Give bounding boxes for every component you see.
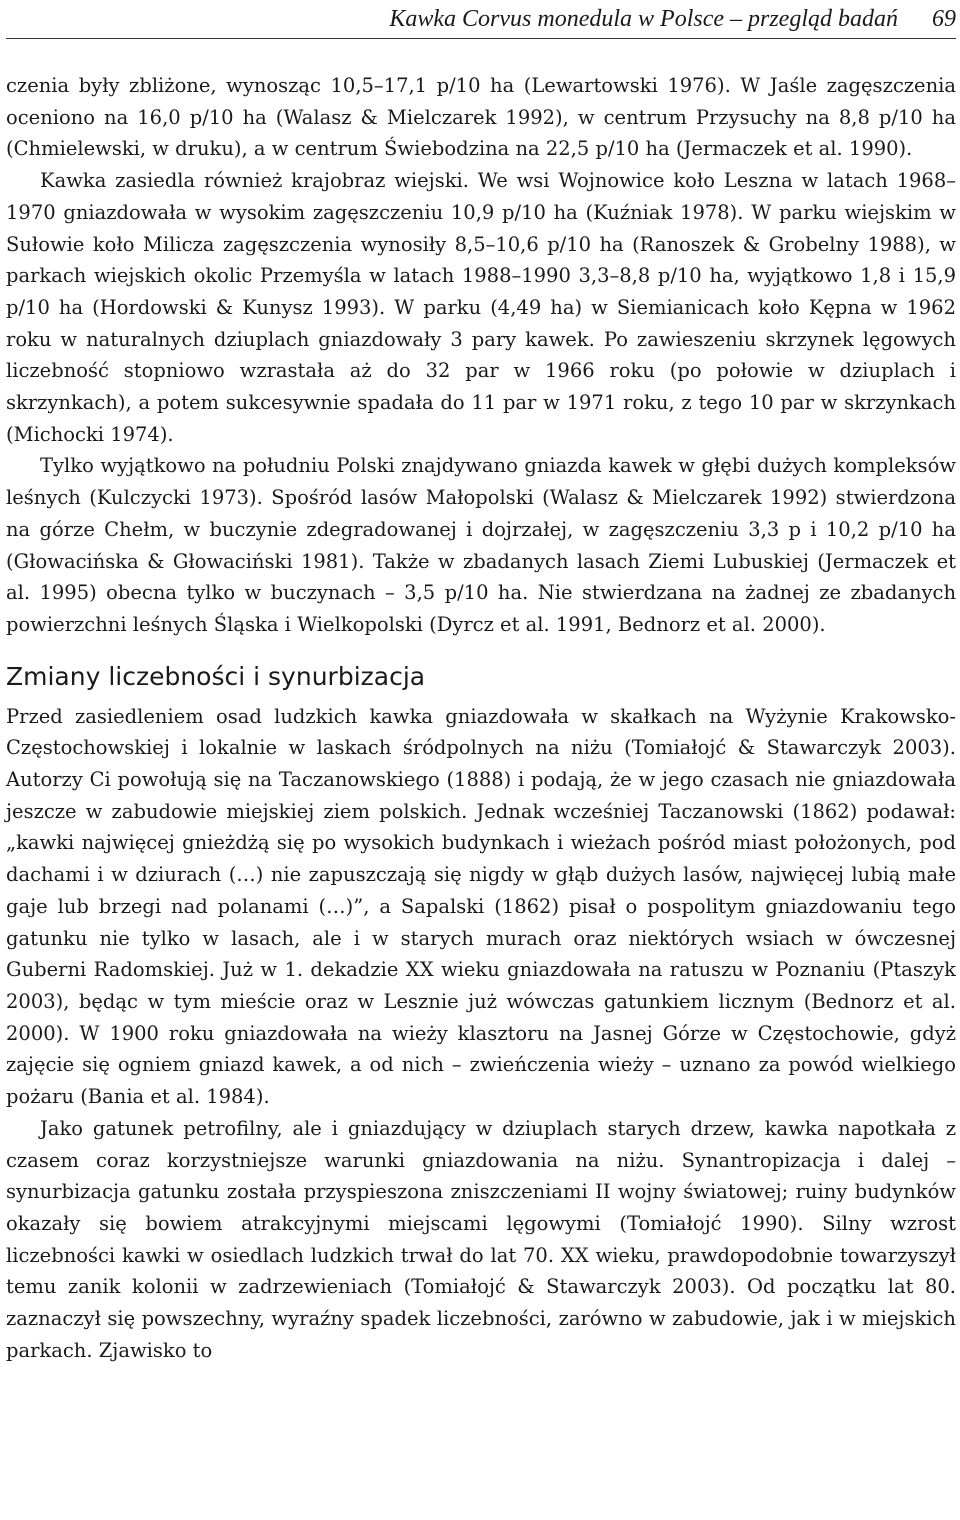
running-head: [6, 4, 956, 34]
section-heading: Zmiany liczebności i synurbizacja: [6, 661, 426, 691]
running-title: Kawka Corvus monedula w Polsce – przegląd badań: [389, 6, 898, 32]
paragraph-forest-complexes: Tylko wyjątkowo na południu Polski znajdywano gniazda kawek w głębi dużych kompleksów leśnych (Kulczycki 1973). Spośród lasów Małopolski (Walasz & Mielczarek 1992) stwierdzona na górze Chełm, w buczynie zdegradowanej i dojrzałej, w zagęszczeniu 3,3 p i 10,2 p/10 ha (Głowacińska & Głowaciński 1981). Także w zbadanych lasach Ziemi Lubuskiej (Jermaczek et al. 1995) obecna tylko w buczynach – 3,5 p/10 ha. Nie stwierdzana na żadnej ze zbadanych powierzchni leśnych Śląska i Wielkopolski (Dyrcz et al. 1991, Bednorz et al. 2000).: [6, 454, 956, 636]
paragraph-petrophilous-species: Jako gatunek petrofilny, ale i gniazdujący w dziuplach starych drzew, kawka napotkała z czasem coraz korzystniejsze warunki gniazdowania na niżu. Synantropizacja i dalej – synurbizacja gatunku została przyspieszona zniszczeniami II wojny światowej; ruiny budynków okazały się bowiem atrakcyjnymi miejscami lęgowymi (Tomiałojć 1990). Silny wzrost liczebności kawki w osiedlach ludzkich trwał do lat 70. XX wieku, prawdopodobnie towarzyszył temu zanik kolonii w zadrzewieniach (Tomiałojć & Stawarczyk 2003). Od początku lat 80. zaznaczył się powszechny, wyraźny spadek liczebności, zarówno w zabudowie, jak i w miejskich parkach. Zjawisko to: [6, 1116, 956, 1362]
document-page: [6, 0, 956, 1520]
body-text: [6, 70, 956, 1366]
page-number: 69: [932, 6, 956, 32]
header-rule: [6, 38, 956, 39]
paragraph-rural-landscape: Kawka zasiedla również krajobraz wiejski. We wsi Wojnowice koło Leszna w latach 1968–1970 gniazdowała w wysokim zagęszczeniu 10,9 p/10 ha (Kuźniak 1978). W parku wiejskim w Sułowie koło Milicza zagęszczenia wynosiły 8,5–10,6 p/10 ha (Ranoszek & Grobelny 1988), w parkach wiejskich okolic Przemyśla w latach 1988–1990 3,3–8,8 p/10 ha, wyjątkowo 1,8 i 15,9 p/10 ha (Hordowski & Kunysz 1993). W parku (4,49 ha) w Siemianicach koło Kępna w 1962 roku w naturalnych dziuplach gniazdowały 3 pary kawek. Po zawieszeniu skrzynek lęgowych liczebność stopniowo wzrastała aż do 32 par w 1966 roku (po połowie w dziuplach i skrzynkach), a potem sukcesywnie spadała do 11 par w 1971 roku, z tego 10 par w skrzynkach (Michocki 1974).: [6, 169, 956, 446]
paragraph-synurbization-history: Przed zasiedleniem osad ludzkich kawka gniazdowała w skałkach na Wyżynie Krakowsko-Częstochowskiej i lokalnie w laskach śródpolnych na niżu (Tomiałojć & Stawarczyk 2003). Autorzy Ci powołują się na Taczanowskiego (1888) i podają, że w jego czasach nie gniazdowała jeszcze w zabudowie miejskiej ziem polskich. Jednak wcześniej Taczanowski (1862) podawał: „kawki najwięcej gnieżdżą się po wysokich budynkach i wieżach pośród miast położonych, pod dachami i w dziurach (…) nie zapuszczają się nigdy w głąb dużych lasów, najwięcej lubią małe gaje lub brzegi nad polanami (…)”, a Sapalski (1862) pisał o pospolitym gniazdowaniu tego gatunku nie tylko w lasach, ale i w starych murach oraz niektórych wsiach w ówczesnej Guberni Radomskiej. Już w 1. dekadzie XX wieku gniazdowała na ratuszu w Poznaniu (Ptaszyk 2003), będąc w tym mieście oraz w Lesznie już wówczas gatunkiem licznym (Bednorz et al. 2000). W 1900 roku gniazdowała na wieży klasztoru na Jasnej Górze w Częstochowie, gdyż zajęcie się ogniem gniazd kawek, a od nich – zwieńczenia wieży – uznano za powód wielkiego pożaru (Bania et al. 1984).: [6, 704, 956, 1109]
paragraph-continuation: czenia były zbliżone, wynosząc 10,5–17,1 p/10 ha (Lewartowski 1976). W Jaśle zagęszczenia oceniono na 16,0 p/10 ha (Walasz & Mielczarek 1992), w centrum Przysuchy na 8,8 p/10 ha (Chmielewski, w druku), a w centrum Świebodzina na 22,5 p/10 ha (Jermaczek et al. 1990).: [6, 74, 956, 161]
